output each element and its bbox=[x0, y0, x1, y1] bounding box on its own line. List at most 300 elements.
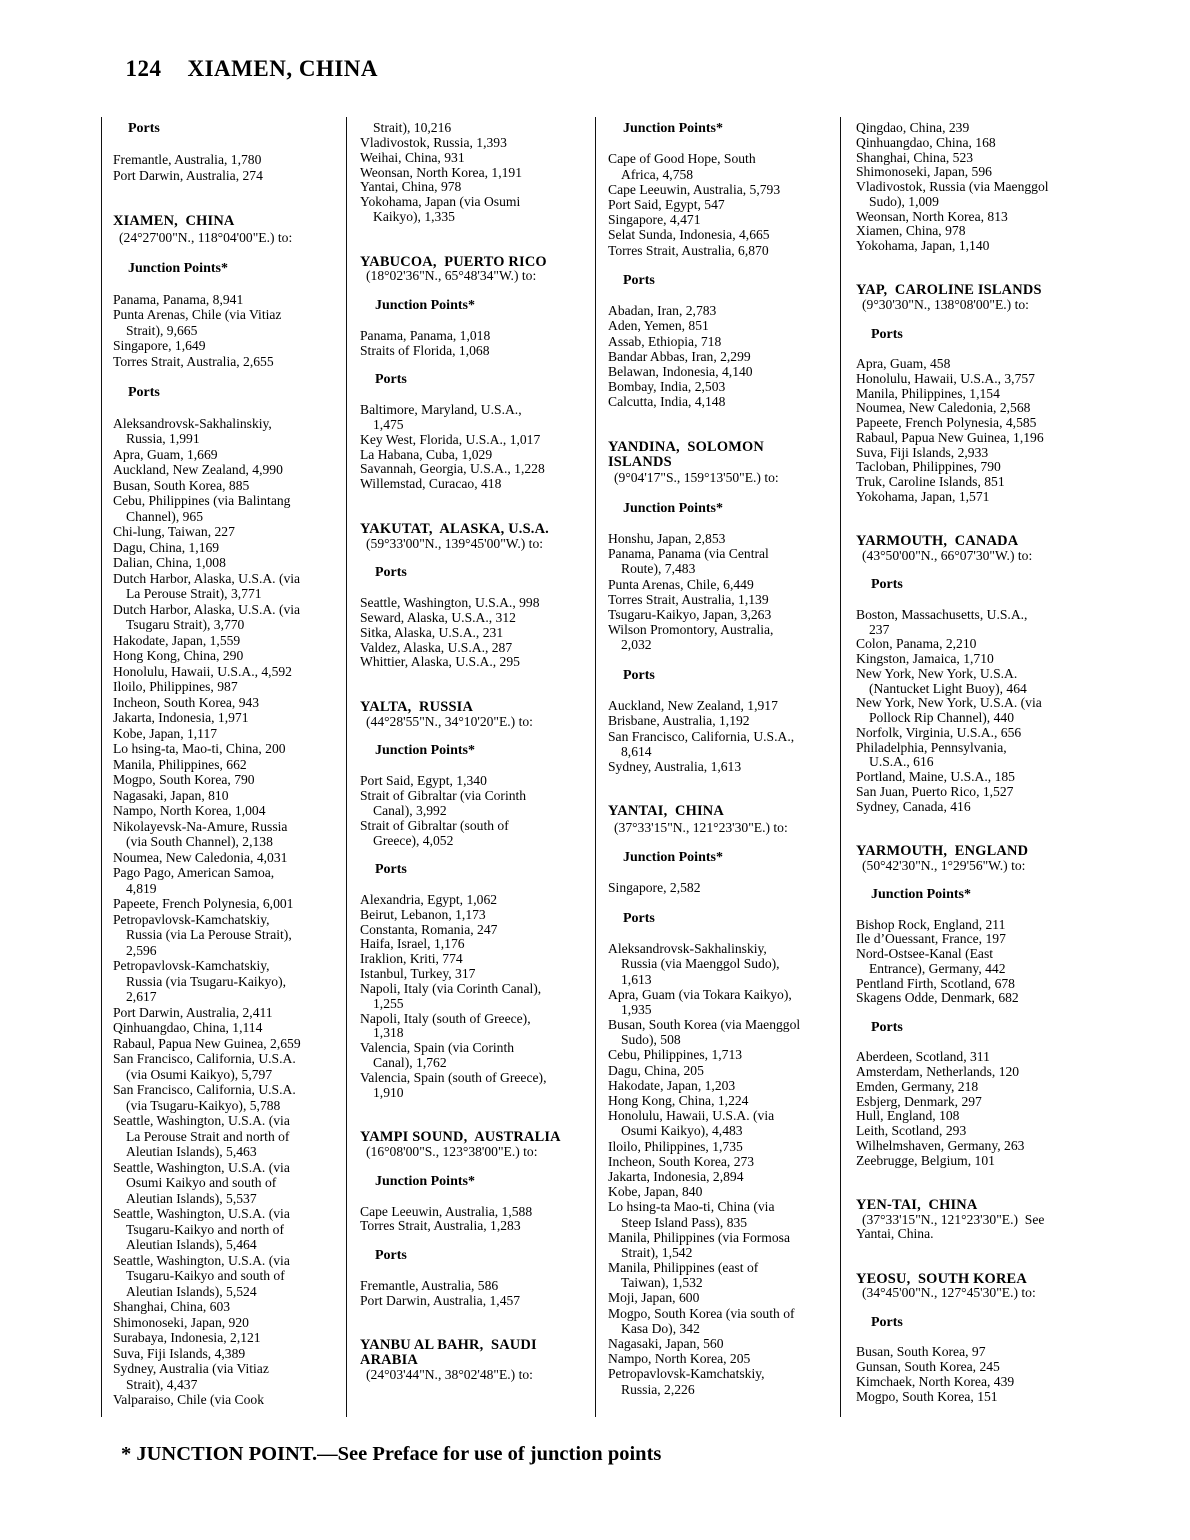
entry-continuation-line: Steep Island Pass), 835 bbox=[621, 1214, 748, 1230]
blank-line bbox=[856, 1183, 1090, 1198]
entry-line: Shanghai, China, 523 bbox=[856, 149, 974, 165]
entry-continuation-line: Taiwan), 1,532 bbox=[621, 1275, 703, 1291]
blank-line bbox=[360, 388, 594, 403]
entry-line: Aden, Yemen, 851 bbox=[608, 318, 709, 334]
entry-line: Valdez, Alaska, U.S.A., 287 bbox=[360, 639, 513, 655]
blank-line bbox=[856, 254, 1090, 269]
entry-line: Weonsan, North Korea, 813 bbox=[856, 208, 1008, 224]
entry-continuation-line: Strait), 1,542 bbox=[621, 1244, 693, 1260]
blank-line bbox=[113, 400, 347, 416]
entry-continuation-line: (via Tsugaru-Kaikyo), 5,788 bbox=[126, 1097, 281, 1113]
entry-continuation-line: (Nantucket Light Buoy), 464 bbox=[869, 680, 1027, 696]
entry-line: Weihai, China, 931 bbox=[360, 149, 465, 165]
section-heading: Ports bbox=[623, 272, 655, 288]
entry-continuation-line: Pollock Rip Channel), 440 bbox=[869, 710, 1014, 725]
entry-line: Portland, Maine, U.S.A., 185 bbox=[856, 769, 1015, 784]
blank-line bbox=[360, 670, 594, 685]
entry-line: Shimonoseki, Japan, 596 bbox=[856, 164, 992, 180]
entry-continuation-line: La Perouse Strait), 3,771 bbox=[126, 586, 262, 601]
blank-line bbox=[360, 314, 594, 329]
blank-line bbox=[360, 551, 594, 566]
entry-line: Nampo, North Korea, 205 bbox=[608, 1351, 751, 1367]
port-header: YANTAI, CHINA bbox=[608, 803, 724, 820]
entry-line: Manila, Philippines, 662 bbox=[113, 756, 247, 772]
blank-line bbox=[360, 240, 594, 255]
section-heading: Junction Points* bbox=[623, 121, 723, 136]
entry-line: Mogpo, South Korea, 790 bbox=[113, 772, 255, 787]
entry-line: Nagasaki, Japan, 560 bbox=[608, 1336, 724, 1351]
blank-line bbox=[360, 878, 594, 893]
entry-line: Rabaul, Papua New Guinea, 1,196 bbox=[856, 429, 1044, 445]
entry-line: Jakarta, Indonesia, 1,971 bbox=[113, 710, 249, 725]
entry-line: Apra, Guam (via Tokara Kaikyo), bbox=[608, 986, 792, 1002]
entry-continuation-line: Route), 7,483 bbox=[621, 561, 696, 577]
blank-line bbox=[360, 581, 594, 596]
entry-continuation-line: Entrance), Germany, 442 bbox=[869, 960, 1006, 976]
blank-line bbox=[856, 829, 1090, 844]
entry-line: Cape Leeuwin, Australia, 5,793 bbox=[608, 181, 781, 197]
entry-line: Aberdeen, Scotland, 311 bbox=[856, 1049, 990, 1065]
blank-line bbox=[360, 685, 594, 700]
entry-line: Yantai, China. bbox=[856, 1226, 934, 1242]
entry-line: Mogpo, South Korea (via south of bbox=[608, 1305, 795, 1321]
blank-line bbox=[608, 896, 842, 911]
entry-line: Truk, Caroline Islands, 851 bbox=[856, 474, 1005, 489]
column-1 bbox=[113, 121, 347, 1408]
entry-continuation-line: Russia (via La Perouse Strait), bbox=[126, 927, 292, 942]
port-header: YEOSU, SOUTH KOREA bbox=[856, 1270, 1027, 1287]
entry-line: Assab, Ethiopia, 718 bbox=[608, 333, 722, 349]
port-header: YABUCOA, PUERTO RICO bbox=[360, 253, 547, 270]
entry-line: Philadelphia, Pennsylvania, bbox=[856, 739, 1007, 755]
section-heading: Ports bbox=[871, 1019, 903, 1035]
coordinates-line: (9°04'17"S., 159°13'50"E.) to: bbox=[614, 470, 779, 486]
entry-line: Torres Strait, Australia, 1,139 bbox=[608, 591, 769, 607]
blank-line bbox=[360, 1234, 594, 1249]
entry-line: Sydney, Canada, 416 bbox=[856, 798, 971, 814]
blank-line bbox=[360, 730, 594, 745]
blank-line bbox=[856, 814, 1090, 829]
entry-continuation-line: 4,819 bbox=[126, 880, 157, 896]
blank-line bbox=[360, 1309, 594, 1324]
entry-line: Qinhuangdao, China, 168 bbox=[856, 134, 996, 150]
entry-line: Suva, Fiji Islands, 2,933 bbox=[856, 444, 989, 460]
blank-line bbox=[360, 1160, 594, 1175]
entry-line: Baltimore, Maryland, U.S.A., bbox=[360, 402, 522, 418]
port-header: YAP, CAROLINE ISLANDS bbox=[856, 282, 1042, 299]
port-header: YAKUTAT, ALASKA, U.S.A. bbox=[360, 520, 549, 537]
entry-continuation-line: 237 bbox=[869, 621, 890, 637]
entry-line: Mogpo, South Korea, 151 bbox=[856, 1388, 998, 1404]
entry-line: Dutch Harbor, Alaska, U.S.A. (via bbox=[113, 601, 301, 617]
coordinates-line: (16°08'00"S., 123°38'00"E.) to: bbox=[366, 1144, 538, 1160]
entry-line: Rabaul, Papua New Guinea, 2,659 bbox=[113, 1035, 301, 1051]
entry-line: Surabaya, Indonesia, 2,121 bbox=[113, 1330, 261, 1345]
entry-line: Petropavlovsk-Kamchatskiy, bbox=[113, 911, 270, 927]
entry-line: Manila, Philippines (via Formosa bbox=[608, 1229, 790, 1245]
entry-line: Kimchaek, North Korea, 439 bbox=[856, 1373, 1015, 1389]
entry-continuation-line: Russia (via Tsugaru-Kaikyo), bbox=[126, 973, 287, 989]
entry-line: Manila, Philippines (east of bbox=[608, 1260, 759, 1276]
entry-line: Cebu, Philippines, 1,713 bbox=[608, 1047, 743, 1063]
entry-line: Nagasaki, Japan, 810 bbox=[113, 787, 229, 803]
entry-line: Kobe, Japan, 1,117 bbox=[113, 725, 218, 741]
blank-line bbox=[608, 835, 842, 850]
page-number: 124 bbox=[125, 56, 162, 81]
entry-continuation-line: Tsugaru-Kaikyo and south of bbox=[126, 1268, 285, 1283]
entry-line: Nikolayevsk-Na-Amure, Russia bbox=[113, 818, 288, 834]
entry-line: Busan, South Korea, 885 bbox=[113, 477, 250, 493]
entry-line: Xiamen, China, 978 bbox=[856, 223, 966, 239]
entry-line: Cebu, Philippines (via Balintang bbox=[113, 493, 291, 508]
entry-line: Honolulu, Hawaii, U.S.A., 4,592 bbox=[113, 663, 292, 679]
blank-line bbox=[608, 288, 842, 303]
entry-line: Dagu, China, 205 bbox=[608, 1062, 704, 1078]
entry-line: Noumea, New Caledonia, 2,568 bbox=[856, 400, 1031, 416]
entry-line: Honolulu, Hawaii, U.S.A. (via bbox=[608, 1108, 775, 1124]
blank-line bbox=[608, 425, 842, 440]
entry-line: Port Darwin, Australia, 2,411 bbox=[113, 1004, 273, 1020]
port-header: YARMOUTH, ENGLAND bbox=[856, 842, 1029, 859]
section-heading: Ports bbox=[375, 372, 407, 388]
section-heading: Ports bbox=[128, 384, 160, 400]
blank-line bbox=[856, 313, 1090, 328]
entry-continuation-line: (via Osumi Kaikyo), 5,797 bbox=[126, 1066, 273, 1082]
port-header: YEN-TAI, CHINA bbox=[856, 1196, 978, 1213]
entry-line: Shanghai, China, 603 bbox=[113, 1299, 231, 1314]
entry-continuation-line: 1,613 bbox=[621, 971, 652, 987]
entry-line: Willemstad, Curacao, 418 bbox=[360, 476, 502, 492]
entry-continuation-line: Osumi Kaikyo and south of bbox=[126, 1175, 277, 1190]
entry-continuation-line: Strait), 9,665 bbox=[126, 322, 198, 338]
entry-continuation-line: Aleutian Islands), 5,464 bbox=[126, 1237, 257, 1252]
entry-continuation-line: 1,255 bbox=[373, 995, 404, 1011]
entry-line: Constanta, Romania, 247 bbox=[360, 921, 498, 937]
entry-line: Panama, Panama, 8,941 bbox=[113, 291, 244, 307]
blank-line bbox=[608, 653, 842, 668]
entry-line: Valparaiso, Chile (via Cook bbox=[113, 1392, 265, 1407]
entry-line: Petropavlovsk-Kamchatskiy, bbox=[113, 958, 270, 973]
entry-line: Suva, Fiji Islands, 4,389 bbox=[113, 1345, 246, 1361]
blank-line bbox=[856, 1168, 1090, 1183]
section-heading: Junction Points* bbox=[623, 500, 723, 516]
entry-line: Honolulu, Hawaii, U.S.A., 3,757 bbox=[856, 370, 1035, 386]
blank-line bbox=[856, 1036, 1090, 1051]
entry-continuation-line: Sudo), 508 bbox=[621, 1032, 681, 1048]
entry-line: Singapore, 4,471 bbox=[608, 212, 701, 228]
entry-line: La Habana, Cuba, 1,029 bbox=[360, 446, 493, 462]
entry-line: Key West, Florida, U.S.A., 1,017 bbox=[360, 431, 541, 447]
entry-line: Vladivostok, Russia (via Maenggol bbox=[856, 179, 1049, 194]
entry-line: Aleksandrovsk-Sakhalinskiy, bbox=[113, 415, 272, 431]
entry-line: Auckland, New Zealand, 1,917 bbox=[608, 698, 778, 714]
coordinates-line: (59°33'00"N., 139°45'00"W.) to: bbox=[366, 535, 544, 551]
entry-line: Sydney, Australia (via Vitiaz bbox=[113, 1361, 269, 1376]
port-header: XIAMEN, CHINA bbox=[113, 213, 235, 229]
entry-continuation-line: Canal), 3,992 bbox=[373, 802, 447, 818]
blank-line bbox=[360, 848, 594, 863]
column-rule bbox=[595, 117, 596, 1417]
blank-line bbox=[360, 759, 594, 774]
blank-line bbox=[360, 1323, 594, 1338]
blank-line bbox=[360, 284, 594, 299]
entry-line: Vladivostok, Russia, 1,393 bbox=[360, 134, 507, 150]
entry-continuation-line: 2,617 bbox=[126, 989, 157, 1004]
entry-line: Iloilo, Philippines, 987 bbox=[113, 679, 238, 694]
port-header: ISLANDS bbox=[608, 454, 672, 471]
entry-line: Hull, England, 108 bbox=[856, 1108, 960, 1124]
entry-continuation-line: Aleutian Islands), 5,537 bbox=[126, 1190, 257, 1206]
entry-line: Zeebrugge, Belgium, 101 bbox=[856, 1152, 995, 1168]
entry-line: Skagens Odde, Denmark, 682 bbox=[856, 990, 1019, 1006]
entry-line: Norfolk, Virginia, U.S.A., 656 bbox=[856, 724, 1022, 740]
entry-continuation-line: Tsugaru-Kaikyo and north of bbox=[126, 1221, 284, 1237]
entry-line: Ile d’Ouessant, France, 197 bbox=[856, 931, 1006, 947]
column-4 bbox=[856, 121, 1090, 1404]
entry-line: Iloilo, Philippines, 1,735 bbox=[608, 1138, 743, 1154]
blank-line bbox=[608, 258, 842, 273]
blank-line bbox=[113, 245, 347, 261]
entry-line: Fremantle, Australia, 586 bbox=[360, 1277, 499, 1293]
entry-line: Hong Kong, China, 290 bbox=[113, 648, 244, 663]
entry-line: Aleksandrovsk-Sakhalinskiy, bbox=[608, 941, 767, 957]
entry-line: Nampo, North Korea, 1,004 bbox=[113, 803, 266, 818]
coordinates-line: (37°33'15"N., 121°23'30"E.) to: bbox=[614, 819, 788, 835]
entry-continuation-line: Russia, 1,991 bbox=[126, 431, 200, 446]
entry-continuation-line: Russia, 2,226 bbox=[621, 1381, 695, 1397]
section-heading: Junction Points* bbox=[623, 850, 723, 865]
column-2 bbox=[360, 121, 594, 1383]
entry-line: Singapore, 2,582 bbox=[608, 880, 701, 896]
section-heading: Ports bbox=[871, 1314, 903, 1330]
blank-line bbox=[856, 593, 1090, 608]
entry-line: Alexandria, Egypt, 1,062 bbox=[360, 891, 498, 907]
entry-line: Torres Strait, Australia, 6,870 bbox=[608, 242, 769, 258]
entry-continuation-line: 2,032 bbox=[621, 637, 652, 653]
entry-line: Amsterdam, Netherlands, 120 bbox=[856, 1064, 1020, 1079]
section-heading: Junction Points* bbox=[375, 1173, 475, 1189]
entry-continuation-line: 8,614 bbox=[621, 743, 652, 759]
blank-line bbox=[360, 225, 594, 240]
entry-line: Port Darwin, Australia, 274 bbox=[113, 167, 263, 183]
blank-line bbox=[856, 1301, 1090, 1316]
entry-line: Strait of Gibraltar (via Corinth bbox=[360, 787, 527, 803]
entry-line: Kingston, Jamaica, 1,710 bbox=[856, 651, 994, 666]
entry-line: Wilson Promontory, Australia, bbox=[608, 622, 774, 638]
port-header: ARABIA bbox=[360, 1352, 418, 1369]
entry-line: Yokohama, Japan, 1,140 bbox=[856, 238, 990, 253]
entry-continuation-line: Strait), 4,437 bbox=[126, 1376, 198, 1392]
coordinates-line: (24°03'44"N., 38°02'48"E.) to: bbox=[366, 1366, 533, 1382]
entry-continuation-line: Aleutian Islands), 5,463 bbox=[126, 1144, 257, 1159]
coordinates-line: (24°27'00"N., 118°04'00"E.) to: bbox=[119, 229, 293, 245]
entry-line: Leith, Scotland, 293 bbox=[856, 1123, 967, 1138]
page-title: XIAMEN, CHINA bbox=[187, 56, 378, 81]
blank-line bbox=[856, 564, 1090, 579]
entry-line: Papeete, French Polynesia, 4,585 bbox=[856, 415, 1037, 430]
blank-line bbox=[113, 276, 347, 292]
entry-continuation-line: Canal), 1,762 bbox=[373, 1055, 447, 1071]
entry-line: Valencia, Spain (south of Greece), bbox=[360, 1070, 547, 1085]
entry-line: San Francisco, California, U.S.A. bbox=[113, 1051, 296, 1066]
entry-line: Hong Kong, China, 1,224 bbox=[608, 1093, 749, 1108]
column-rule bbox=[101, 117, 102, 1417]
blank-line bbox=[856, 1331, 1090, 1346]
entry-line: San Juan, Puerto Rico, 1,527 bbox=[856, 783, 1014, 799]
entry-continuation-line: 1,935 bbox=[621, 1001, 652, 1017]
entry-line: Pago Pago, American Samoa, bbox=[113, 865, 275, 880]
entry-line: Honshu, Japan, 2,853 bbox=[608, 531, 726, 547]
entry-line: Tacloban, Philippines, 790 bbox=[856, 459, 1001, 475]
entry-line: Dagu, China, 1,169 bbox=[113, 539, 220, 555]
blank-line bbox=[856, 903, 1090, 918]
blank-line bbox=[856, 269, 1090, 284]
entry-line: Selat Sunda, Indonesia, 4,665 bbox=[608, 227, 770, 243]
entry-continuation-line: 1,318 bbox=[373, 1025, 404, 1041]
blank-line bbox=[113, 369, 347, 385]
entry-line: Panama, Panama, 1,018 bbox=[360, 327, 491, 343]
entry-continuation-line: Africa, 4,758 bbox=[621, 166, 694, 182]
section-heading: Junction Points* bbox=[375, 298, 475, 314]
blank-line bbox=[360, 492, 594, 507]
entry-continuation-line: (via South Channel), 2,138 bbox=[126, 834, 273, 849]
blank-line bbox=[608, 789, 842, 804]
entry-continuation-line: Aleutian Islands), 5,524 bbox=[126, 1283, 257, 1299]
entry-line: Noumea, New Caledonia, 4,031 bbox=[113, 849, 288, 865]
entry-line: Pentland Firth, Scotland, 678 bbox=[856, 975, 1015, 991]
entry-line: Dutch Harbor, Alaska, U.S.A. (via bbox=[113, 570, 301, 586]
entry-line: Torres Strait, Australia, 1,283 bbox=[360, 1218, 521, 1234]
entry-line: San Francisco, California, U.S.A., bbox=[608, 728, 795, 744]
entry-line: Iraklion, Kriti, 774 bbox=[360, 951, 463, 967]
coordinates-line: (43°50'00"N., 66°07'30"W.) to: bbox=[862, 547, 1033, 563]
entry-line: Qinhuangdao, China, 1,114 bbox=[113, 1020, 263, 1035]
coordinates-line: (44°28'55"N., 34°10'20"E.) to: bbox=[366, 713, 533, 729]
entry-line: Abadan, Iran, 2,783 bbox=[608, 303, 717, 319]
entry-line: Brisbane, Australia, 1,192 bbox=[608, 713, 750, 729]
entry-continuation-line: Greece), 4,052 bbox=[373, 832, 454, 848]
entry-line: Punta Arenas, Chile, 6,449 bbox=[608, 576, 754, 592]
entry-line: Cape Leeuwin, Australia, 1,588 bbox=[360, 1203, 533, 1219]
entry-line: Lo hsing-ta, Mao-ti, China, 200 bbox=[113, 741, 286, 756]
entry-continuation-line: Channel), 965 bbox=[126, 508, 204, 524]
port-header: YANDINA, SOLOMON bbox=[608, 438, 764, 455]
entry-continuation-line: Sudo), 1,009 bbox=[869, 193, 939, 209]
coordinates-line: (18°02'36"N., 65°48'34"W.) to: bbox=[366, 268, 537, 284]
section-heading: Ports bbox=[623, 667, 655, 683]
entry-line: Port Darwin, Australia, 1,457 bbox=[360, 1292, 521, 1308]
entry-line: Bombay, India, 2,503 bbox=[608, 379, 726, 395]
section-heading: Ports bbox=[871, 577, 903, 593]
entry-continuation-line: Tsugaru Strait), 3,770 bbox=[126, 617, 245, 632]
blank-line bbox=[608, 410, 842, 425]
entry-line: Istanbul, Turkey, 317 bbox=[360, 966, 476, 982]
entry-line: Tsugaru-Kaikyo, Japan, 3,263 bbox=[608, 607, 772, 622]
entry-continuation-line: La Perouse Strait and north of bbox=[126, 1128, 290, 1144]
entry-continuation-line: Kasa Do), 342 bbox=[621, 1320, 700, 1336]
entry-line: Incheon, South Korea, 273 bbox=[608, 1153, 755, 1169]
entry-line: Cape of Good Hope, South bbox=[608, 151, 756, 167]
blank-line bbox=[608, 865, 842, 880]
entry-line: Apra, Guam, 458 bbox=[856, 356, 951, 371]
blank-line bbox=[360, 1264, 594, 1279]
blank-line bbox=[360, 507, 594, 522]
entry-continuation-line: 1,475 bbox=[373, 416, 404, 432]
entry-continuation-line: U.S.A., 616 bbox=[869, 754, 934, 770]
entry-line: Seattle, Washington, U.S.A. (via bbox=[113, 1159, 290, 1175]
blank-line bbox=[608, 136, 842, 151]
entry-line: Apra, Guam, 1,669 bbox=[113, 446, 218, 462]
blank-line bbox=[856, 342, 1090, 357]
blank-line bbox=[360, 1101, 594, 1116]
entry-continuation-line: Strait), 10,216 bbox=[373, 120, 452, 135]
entry-line: Wilhelmshaven, Germany, 263 bbox=[856, 1137, 1025, 1153]
blank-line bbox=[608, 926, 842, 941]
entry-line: Beirut, Lebanon, 1,173 bbox=[360, 906, 486, 922]
blank-line bbox=[608, 516, 842, 531]
section-heading: Ports bbox=[623, 910, 655, 926]
entry-line: Port Said, Egypt, 547 bbox=[608, 196, 725, 212]
entry-line: Seattle, Washington, U.S.A. (via bbox=[113, 1206, 290, 1221]
blank-line bbox=[113, 183, 347, 199]
entry-line: Singapore, 1,649 bbox=[113, 338, 206, 353]
entry-line: Savannah, Georgia, U.S.A., 1,228 bbox=[360, 461, 545, 477]
entry-line: Seattle, Washington, U.S.A., 998 bbox=[360, 595, 540, 610]
blank-line bbox=[856, 873, 1090, 888]
blank-line bbox=[608, 683, 842, 698]
entry-line: Belawan, Indonesia, 4,140 bbox=[608, 364, 753, 379]
entry-line: Sydney, Australia, 1,613 bbox=[608, 758, 742, 774]
entry-line: Papeete, French Polynesia, 6,001 bbox=[113, 896, 294, 911]
entry-line: Jakarta, Indonesia, 2,894 bbox=[608, 1168, 744, 1184]
entry-line: New York, New York, U.S.A. (via bbox=[856, 695, 1042, 711]
coordinates-line: (37°33'15"N., 121°23'30"E.) See bbox=[862, 1211, 1045, 1227]
entry-line: Manila, Philippines, 1,154 bbox=[856, 385, 1000, 401]
entry-continuation-line: Kaikyo), 1,335 bbox=[373, 209, 455, 225]
entry-continuation-line: Russia (via Maenggol Sudo), bbox=[621, 956, 780, 972]
entry-line: Haifa, Israel, 1,176 bbox=[360, 936, 465, 952]
blank-line bbox=[360, 359, 594, 374]
entry-line: Punta Arenas, Chile (via Vitiaz bbox=[113, 307, 282, 322]
blank-line bbox=[856, 1242, 1090, 1257]
entry-line: Moji, Japan, 600 bbox=[608, 1290, 700, 1306]
entry-line: Boston, Massachusetts, U.S.A., bbox=[856, 606, 1028, 622]
entry-line: Auckland, New Zealand, 4,990 bbox=[113, 462, 283, 477]
entry-line: Chi-lung, Taiwan, 227 bbox=[113, 524, 235, 539]
port-header: YAMPI SOUND, AUSTRALIA bbox=[360, 1129, 561, 1146]
blank-line bbox=[856, 1006, 1090, 1021]
section-heading: Ports bbox=[375, 1248, 407, 1264]
entry-line: Weonsan, North Korea, 1,191 bbox=[360, 164, 522, 180]
coordinates-line: (50°42'30"N., 1°29'56"W.) to: bbox=[862, 857, 1026, 873]
entry-continuation-line: 2,596 bbox=[126, 942, 157, 958]
coordinates-line: (9°30'30"N., 138°08'00"E.) to: bbox=[862, 297, 1029, 312]
entry-line: Strait of Gibraltar (south of bbox=[360, 817, 509, 833]
section-heading: Ports bbox=[375, 862, 407, 878]
entry-line: Lo hsing-ta Mao-ti, China (via bbox=[608, 1199, 775, 1215]
entry-line: Bishop Rock, England, 211 bbox=[856, 916, 1006, 932]
entry-continuation-line: Osumi Kaikyo), 4,483 bbox=[621, 1123, 743, 1139]
entry-line: Colon, Panama, 2,210 bbox=[856, 636, 977, 652]
footnote: * JUNCTION POINT.—See Preface for use of junction points bbox=[121, 1443, 662, 1465]
entry-line: Seattle, Washington, U.S.A. (via bbox=[113, 1113, 290, 1128]
section-heading: Junction Points* bbox=[128, 260, 228, 276]
entry-line: Sitka, Alaska, U.S.A., 231 bbox=[360, 624, 504, 640]
entry-continuation-line: 1,910 bbox=[373, 1084, 404, 1100]
entry-line: Busan, South Korea, 97 bbox=[856, 1344, 986, 1360]
entry-line: Calcutta, India, 4,148 bbox=[608, 394, 726, 410]
entry-line: New York, New York, U.S.A. bbox=[856, 665, 1018, 681]
